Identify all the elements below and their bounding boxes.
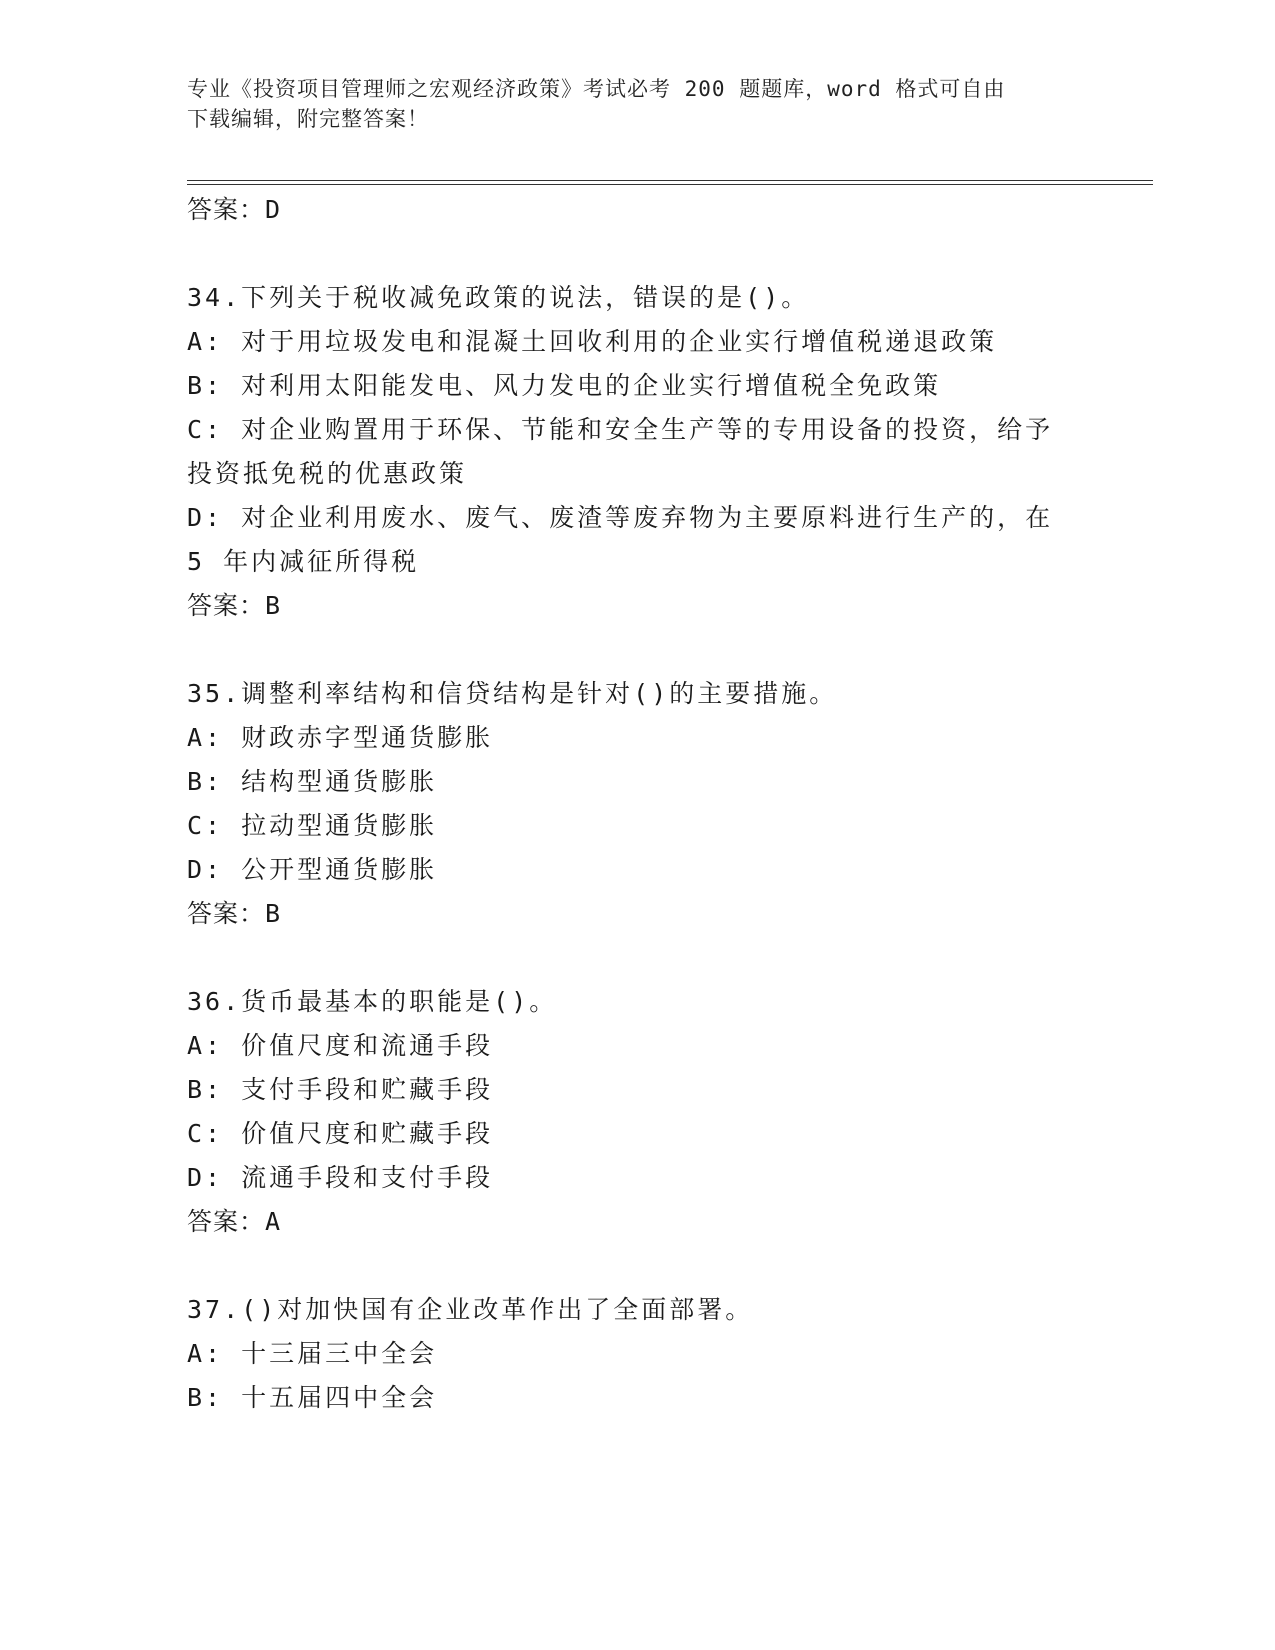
answer-prev: 答案：D xyxy=(187,195,282,224)
question-36-option-c: C: 价值尺度和贮藏手段 xyxy=(187,1119,494,1148)
question-34-option-a: A: 对于用垃圾发电和混凝土回收利用的企业实行增值税递退政策 xyxy=(187,327,998,356)
question-34-stem: 34.下列关于税收减免政策的说法，错误的是()。 xyxy=(187,283,810,312)
question-34-option-c-cont: 投资抵免税的优惠政策 xyxy=(187,459,468,488)
question-36-option-a: A: 价值尺度和流通手段 xyxy=(187,1031,494,1060)
question-34-option-d-cont: 5 年内减征所得税 xyxy=(187,547,420,576)
question-34-option-b: B: 对利用太阳能发电、风力发电的企业实行增值税全免政策 xyxy=(187,371,942,400)
question-35-option-d: D: 公开型通货膨胀 xyxy=(187,855,438,884)
question-36-option-d: D: 流通手段和支付手段 xyxy=(187,1163,494,1192)
question-37-option-b: B: 十五届四中全会 xyxy=(187,1383,438,1412)
question-37-stem: 37.()对加快国有企业改革作出了全面部署。 xyxy=(187,1295,754,1324)
header-line-1: 专业《投资项目管理师之宏观经济政策》考试必考 200 题题库，word 格式可自由 xyxy=(187,77,1006,101)
question-35-stem: 35.调整利率结构和信贷结构是针对()的主要措施。 xyxy=(187,679,838,708)
question-35-answer: 答案：B xyxy=(187,899,282,928)
question-35-option-a: A: 财政赤字型通货膨胀 xyxy=(187,723,494,752)
question-34-option-d: D: 对企业利用废水、废气、废渣等废弃物为主要原料进行生产的，在 xyxy=(187,503,1054,532)
header-rule-top xyxy=(187,180,1153,181)
question-35-option-c: C: 拉动型通货膨胀 xyxy=(187,811,438,840)
question-36-answer: 答案：A xyxy=(187,1207,282,1236)
question-34-option-c: C: 对企业购置用于环保、节能和安全生产等的专用设备的投资，给予 xyxy=(187,415,1054,444)
question-36-stem: 36.货币最基本的职能是()。 xyxy=(187,987,558,1016)
header-rule-bottom xyxy=(187,184,1153,185)
question-36-option-b: B: 支付手段和贮藏手段 xyxy=(187,1075,494,1104)
document-header xyxy=(187,74,1087,134)
question-35-option-b: B: 结构型通货膨胀 xyxy=(187,767,438,796)
question-34-answer: 答案：B xyxy=(187,591,282,620)
question-37-option-a: A: 十三届三中全会 xyxy=(187,1339,438,1368)
header-line-2: 下载编辑，附完整答案！ xyxy=(187,107,429,131)
